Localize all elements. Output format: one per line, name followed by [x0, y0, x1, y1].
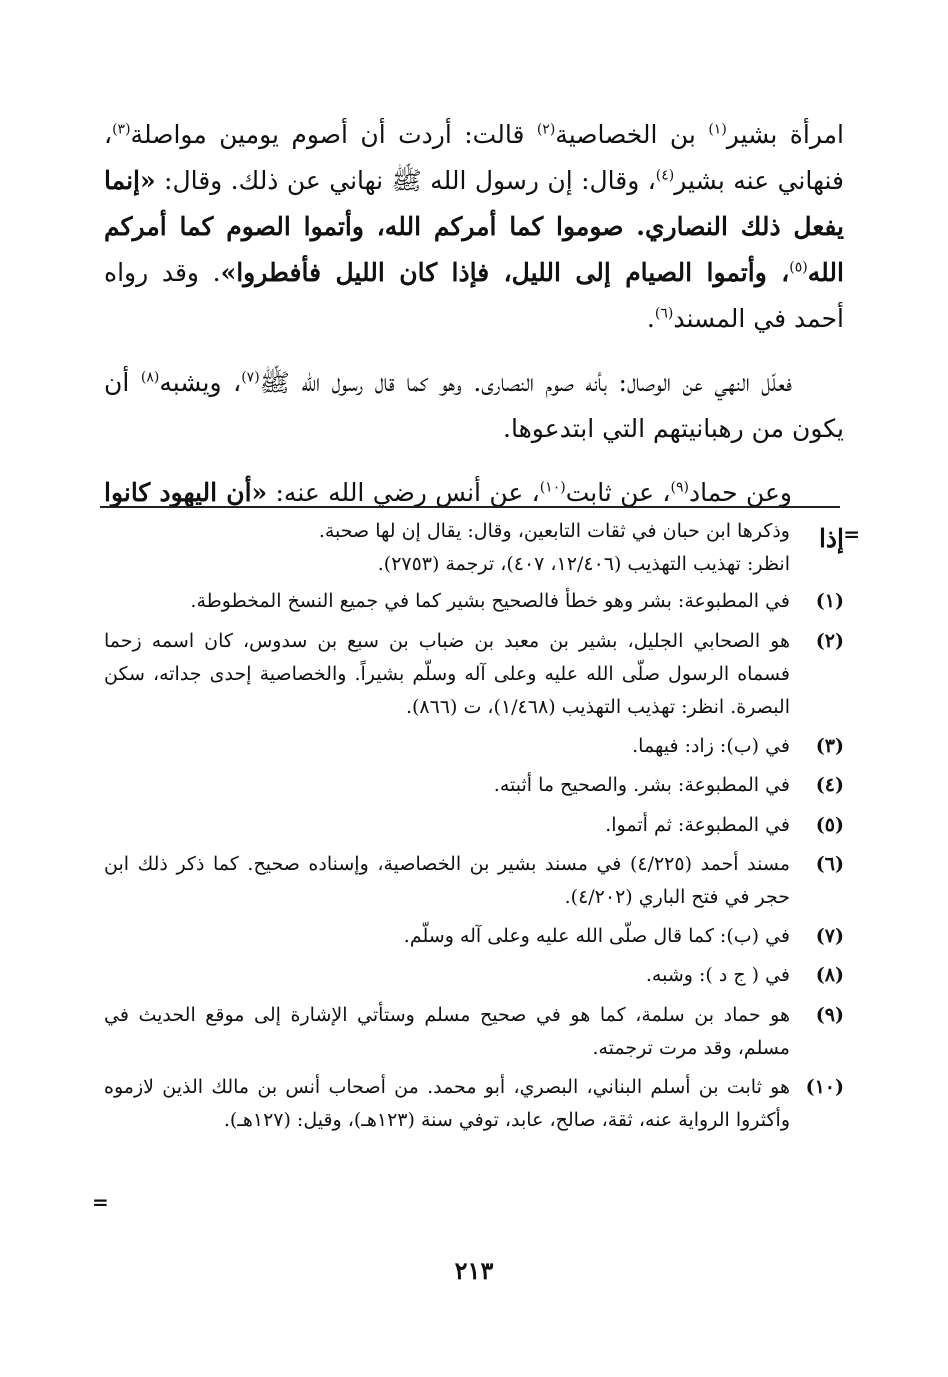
- footnote-6: [104, 848, 844, 914]
- text-run: فعلّل النهي عن الوصال: بأنه صوم النصارى. وهو كما قال رسول الله ﷺ: [259, 368, 793, 397]
- footnote-text: في المطبوعة: بشر. والصحيح ما أثبته.: [493, 774, 790, 797]
- paragraph-1: [104, 112, 844, 342]
- footnote-text: في (ب): كما قال صلّى الله عليه وعلى آله وسلّم.: [403, 925, 790, 948]
- footnote-separator: [100, 506, 840, 508]
- paragraph-2: [104, 360, 844, 452]
- footnote-text: في المطبوعة: بشر وهو خطأ فالصحيح بشير كما في جميع النسخ المخطوطة.: [190, 590, 790, 613]
- continuation-mark: =: [843, 522, 860, 546]
- text-run: . وقد رواه أحمد في المسند: [104, 258, 844, 333]
- footnote-3: [104, 730, 844, 763]
- footnote-2: [104, 625, 844, 725]
- footnote-ref: (٣): [112, 121, 131, 138]
- footnote-number: (٤): [815, 774, 844, 797]
- footnote-8: [104, 959, 844, 992]
- footnote-7: [104, 920, 844, 953]
- footnote-line: انظر: تهذيب التهذيب (١٢/٤٠٦، ٤٠٧)، ترجمة (٢٧٥٣).: [377, 553, 790, 576]
- hadith-quote: «أن اليهود كانوا إذا: [104, 478, 844, 553]
- footnote-9: [104, 999, 844, 1065]
- text-run: أن يكون من رهبانيتهم التي ابتدعوها.: [104, 368, 844, 443]
- text-run: ، عن أنس رضي الله عنه:: [267, 478, 540, 507]
- main-text: [104, 112, 844, 580]
- text-run: وعن حماد: [688, 478, 792, 507]
- footnote-text: في (ب): زاد: فيهما.: [632, 735, 790, 758]
- footnote-ref: (١٠): [539, 479, 566, 496]
- footnote-number: (٧): [815, 925, 844, 948]
- text-run: بن الخصاصية: [555, 120, 709, 149]
- footnote-continuation: [104, 515, 844, 581]
- footnote-text: في المطبوعة: ثم أتموا.: [605, 813, 790, 836]
- footnote-ref: (٨): [140, 369, 160, 386]
- text-run: امرأة بشير: [726, 120, 844, 149]
- footnote-ref: (١): [708, 121, 727, 138]
- footnote-number: (٥): [815, 813, 844, 836]
- footnote-number: (٢): [815, 629, 844, 652]
- text-run: ، عن ثابت: [565, 478, 671, 507]
- footnote-ref: (٧): [241, 369, 260, 386]
- footnote-number: (١): [815, 590, 844, 613]
- footnote-4: [104, 769, 844, 802]
- footnote-number: (٣): [815, 735, 844, 758]
- footnote-10: [104, 1071, 844, 1137]
- hadith-quote: «إنما يفعل ذلك النصاري. صوموا كما أمركم الله، وأتموا الصوم كما أمركم الله: [104, 166, 844, 287]
- footnote-text: هو ثابت بن أسلم البناني، البصري، أبو محمد. من أصحاب أنس بن مالك الذين لازموه وأكثروا الرواية عنه، ثقة، صالح، عابد، توفي سنة (١٢٣هـ)، وقيل: (١٢٧هـ).: [104, 1076, 790, 1132]
- footnote-ref: (٦): [654, 305, 674, 322]
- page-number: ٢١٣: [454, 1256, 494, 1285]
- footnotes: [104, 515, 844, 1143]
- text-run: .: [646, 304, 655, 333]
- footnote-line: وذكرها ابن حبان في ثقات التابعين، وقال: يقال إن لها صحبة.: [318, 520, 790, 542]
- text-run: قالت: أردت أن أصوم يومين مواصلة: [130, 120, 537, 149]
- footnote-text: في ( ج د ): وشبه.: [645, 964, 790, 987]
- footnote-5: [104, 809, 844, 842]
- footnote-number: (٨): [815, 964, 844, 987]
- footnote-text: مسند أحمد (٤/٢٢٥) في مسند بشير بن الخصاصية، وإسناده صحيح. كما ذكر ذلك ابن حجر في فتح الباري (٤/٢٠٢).: [104, 852, 790, 909]
- text-run: ، فنهاني عنه بشير: [104, 120, 844, 195]
- footnote-ref: (٢): [536, 121, 556, 138]
- footnote-text: هو حماد بن سلمة، كما هو في صحيح مسلم وستأتي الإشارة إلى موقع الحديث في مسلم، وقد مرت ترجمته.: [104, 1003, 790, 1059]
- footnote-ref: (٥): [789, 259, 808, 276]
- footnote-number: (٦): [815, 852, 844, 875]
- footnote-1: [104, 585, 844, 618]
- hadith-quote: ، وأتموا الصيام إلى الليل، فإذا كان الليل فأفطروا»: [220, 258, 790, 287]
- footnote-number: (١٠): [805, 1076, 844, 1099]
- footnote-number: (٩): [815, 1003, 844, 1026]
- footnote-ref: (٤): [655, 167, 675, 184]
- footnote-text: هو الصحابي الجليل، بشير بن معبد بن ضباب بن سبع بن سدوس، كان اسمه زحما فسماه الرسول صلّى الله عليه وعلى آله وسلّم بشيراً. والخصاصية إحدى جداته، سكن البصرة. انظر: تهذيب التهذيب (١/٤٦٨)، ت (٨٦٦).: [104, 629, 790, 719]
- text-run: ، وقال: إن رسول الله ﷺ نهاني عن ذلك. وقال:: [155, 166, 656, 195]
- footnote-ref: (٩): [670, 479, 689, 496]
- continuation-mark-end: =: [92, 1190, 109, 1214]
- text-run: ، ويشبه: [159, 368, 242, 397]
